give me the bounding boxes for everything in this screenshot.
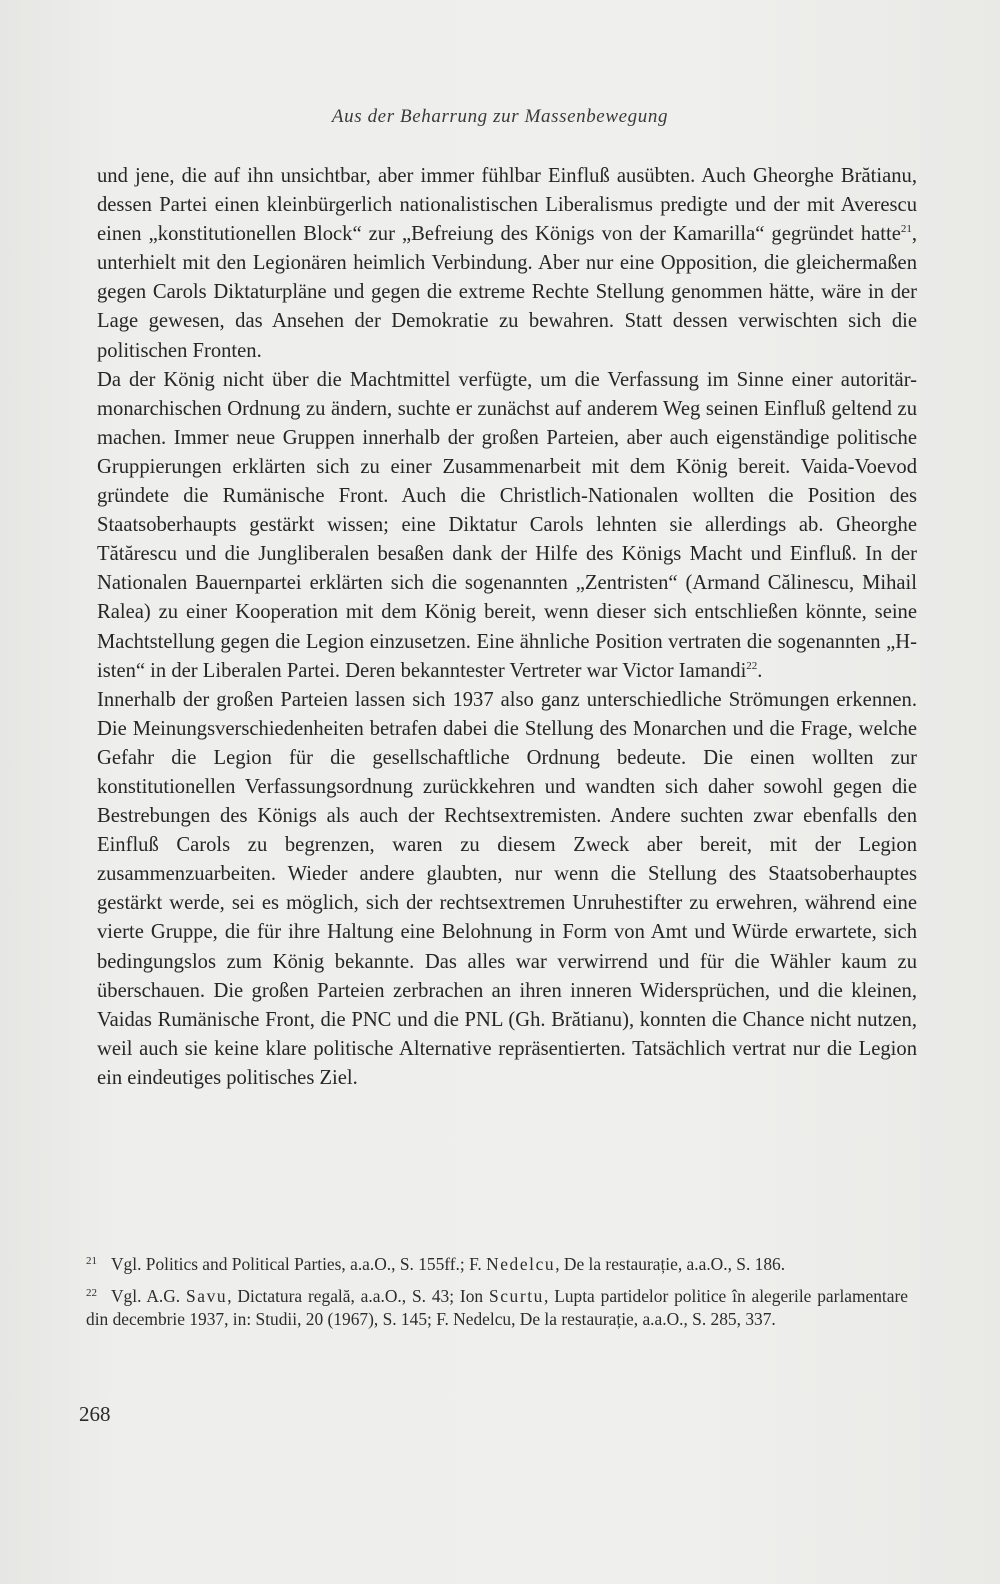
page-number: 268 — [79, 1402, 111, 1426]
footnote-reference[interactable]: 21 — [900, 223, 912, 236]
paragraph-text: Da der König nicht über die Machtmittel verfügte, um die Verfassung im Sinne einer autoritär-monarchischen Ordnung zu ändern, suchte er zunächst auf anderem Weg seinen Einfluß geltend zu machen. Immer neue Gruppen innerhalb der großen Parteien, aber auch eigenständige politische Gruppierungen erklärten sich zu einer Zusammenarbeit mit dem König bereit. Vaida-Voevod gründete die Rumänische Front. Auch die Christlich-Nationalen wollten die Position des Staatsoberhaupts gestärkt wissen; eine Diktatur Carols lehnten sie allerdings ab. Gheorghe Tătărescu und die Jungliberalen besaßen dank der Hilfe des Königs Macht und Einfluß. In der Nationalen Bauernpartei erklärten sich die sogenannten „Zentristen“ (Armand Călinescu, Mihail Ralea) zu einer Kooperation mit dem König bereit, wenn dieser sich entschließen könnte, seine Machtstellung gegen die Legion einzusetzen. Eine ähnliche Position vertraten die sogenannten „H-isten“ in der Liberalen Partei. Deren bekanntester Vertreter war Victor Iamandi — [97, 368, 917, 682]
footnote-number: 21 — [86, 1255, 97, 1267]
paragraph — [97, 686, 917, 1093]
paragraph-text: und jene, die auf ihn unsichtbar, aber immer fühlbar Einfluß ausübten. Auch Gheorghe Brătianu, dessen Partei einen kleinbürgerlich nationalistischen Liberalismus predigte und der mit Averescu einen „konstitutionellen Block“ zur „Befreiung des Königs von der Kamarilla“ gegründet hatte — [97, 165, 917, 246]
footnote-text: , Lupta partidelor politice în alegerile parlamentare din decembrie 1937, in: Studii, 20 (1967), S. 145; F. Nedelcu, De la restaurație, a.a.O., S. 285, 337. — [86, 1286, 908, 1329]
footnote-text: , De la restaurație, a.a.O., S. 186. — [555, 1254, 786, 1274]
paragraph-text: , unterhielt mit den Legionären heimlich Verbindung. Aber nur eine Opposition, die gleichermaßen gegen Carols Diktaturpläne und gegen die extreme Rechte Stellung genommen hätte, wäre in der Lage gewesen, das Ansehen der Demokratie zu bewahren. Statt dessen verwischten sich die politischen Fronten. — [97, 223, 917, 362]
footnote-text: Vgl. A.G. — [111, 1286, 187, 1306]
footnote-number: 22 — [86, 1287, 97, 1299]
paragraph — [97, 162, 917, 366]
paragraph — [97, 366, 917, 686]
footnote-author: Nedelcu — [486, 1254, 556, 1274]
footnote-author: Scurtu — [488, 1286, 544, 1306]
footnote-text: Vgl. Politics and Political Parties, a.a.O., S. 155ff.; F. — [111, 1254, 487, 1274]
footnote-author: Savu — [186, 1286, 228, 1306]
footnote — [86, 1282, 908, 1331]
footnote-reference[interactable]: 22 — [746, 659, 758, 672]
footnote — [86, 1250, 908, 1276]
footnote-text: , Dictatura regală, a.a.O., S. 43; Ion — [227, 1286, 489, 1306]
paragraph-text: Innerhalb der großen Parteien lassen sich 1937 also ganz unterschiedliche Strömungen erkennen. Die Meinungsverschiedenheiten betrafen dabei die Stellung des Monarchen und die Frage, welche Gefahr die Legion für die gesellschaftliche Ordnung bedeute. Die einen wollten zur konstitutionellen Verfassungsordnung zurückkehren und wandten sich daher sowohl gegen die Bestrebungen des Königs als auch der Rechtsextremisten. Andere suchten zwar ebenfalls den Einfluß Carols zu begrenzen, waren zu diesem Zweck aber bereit, mit der Legion zusammenzuarbeiten. Wieder andere glaubten, nur wenn die Stellung des Staatsoberhauptes gestärkt werde, sei es möglich, sich der rechtsextremen Unruhestifter zu erwehren, während eine vierte Gruppe, die für ihre Haltung eine Belohnung in Form von Amt und Würde erwartete, sich bedingungslos zum König bekannte. Das alles war verwirrend und für die Wähler kaum zu überschauen. Die großen Parteien zerbrachen an ihren inneren Widersprüchen, und die kleinen, Vaidas Rumänische Front, die PNC und die PNL (Gh. Brătianu), konnten die Chance nicht nutzen, weil auch sie keine klare politische Alternative repräsentierten. Tatsächlich vertrat nur die Legion ein eindeutiges politisches Ziel. — [97, 688, 917, 1089]
paragraph-text: . — [757, 659, 763, 682]
body-text — [97, 162, 917, 1093]
footnotes — [86, 1250, 908, 1337]
running-head: Aus der Beharrung zur Massenbewegung — [331, 106, 669, 127]
